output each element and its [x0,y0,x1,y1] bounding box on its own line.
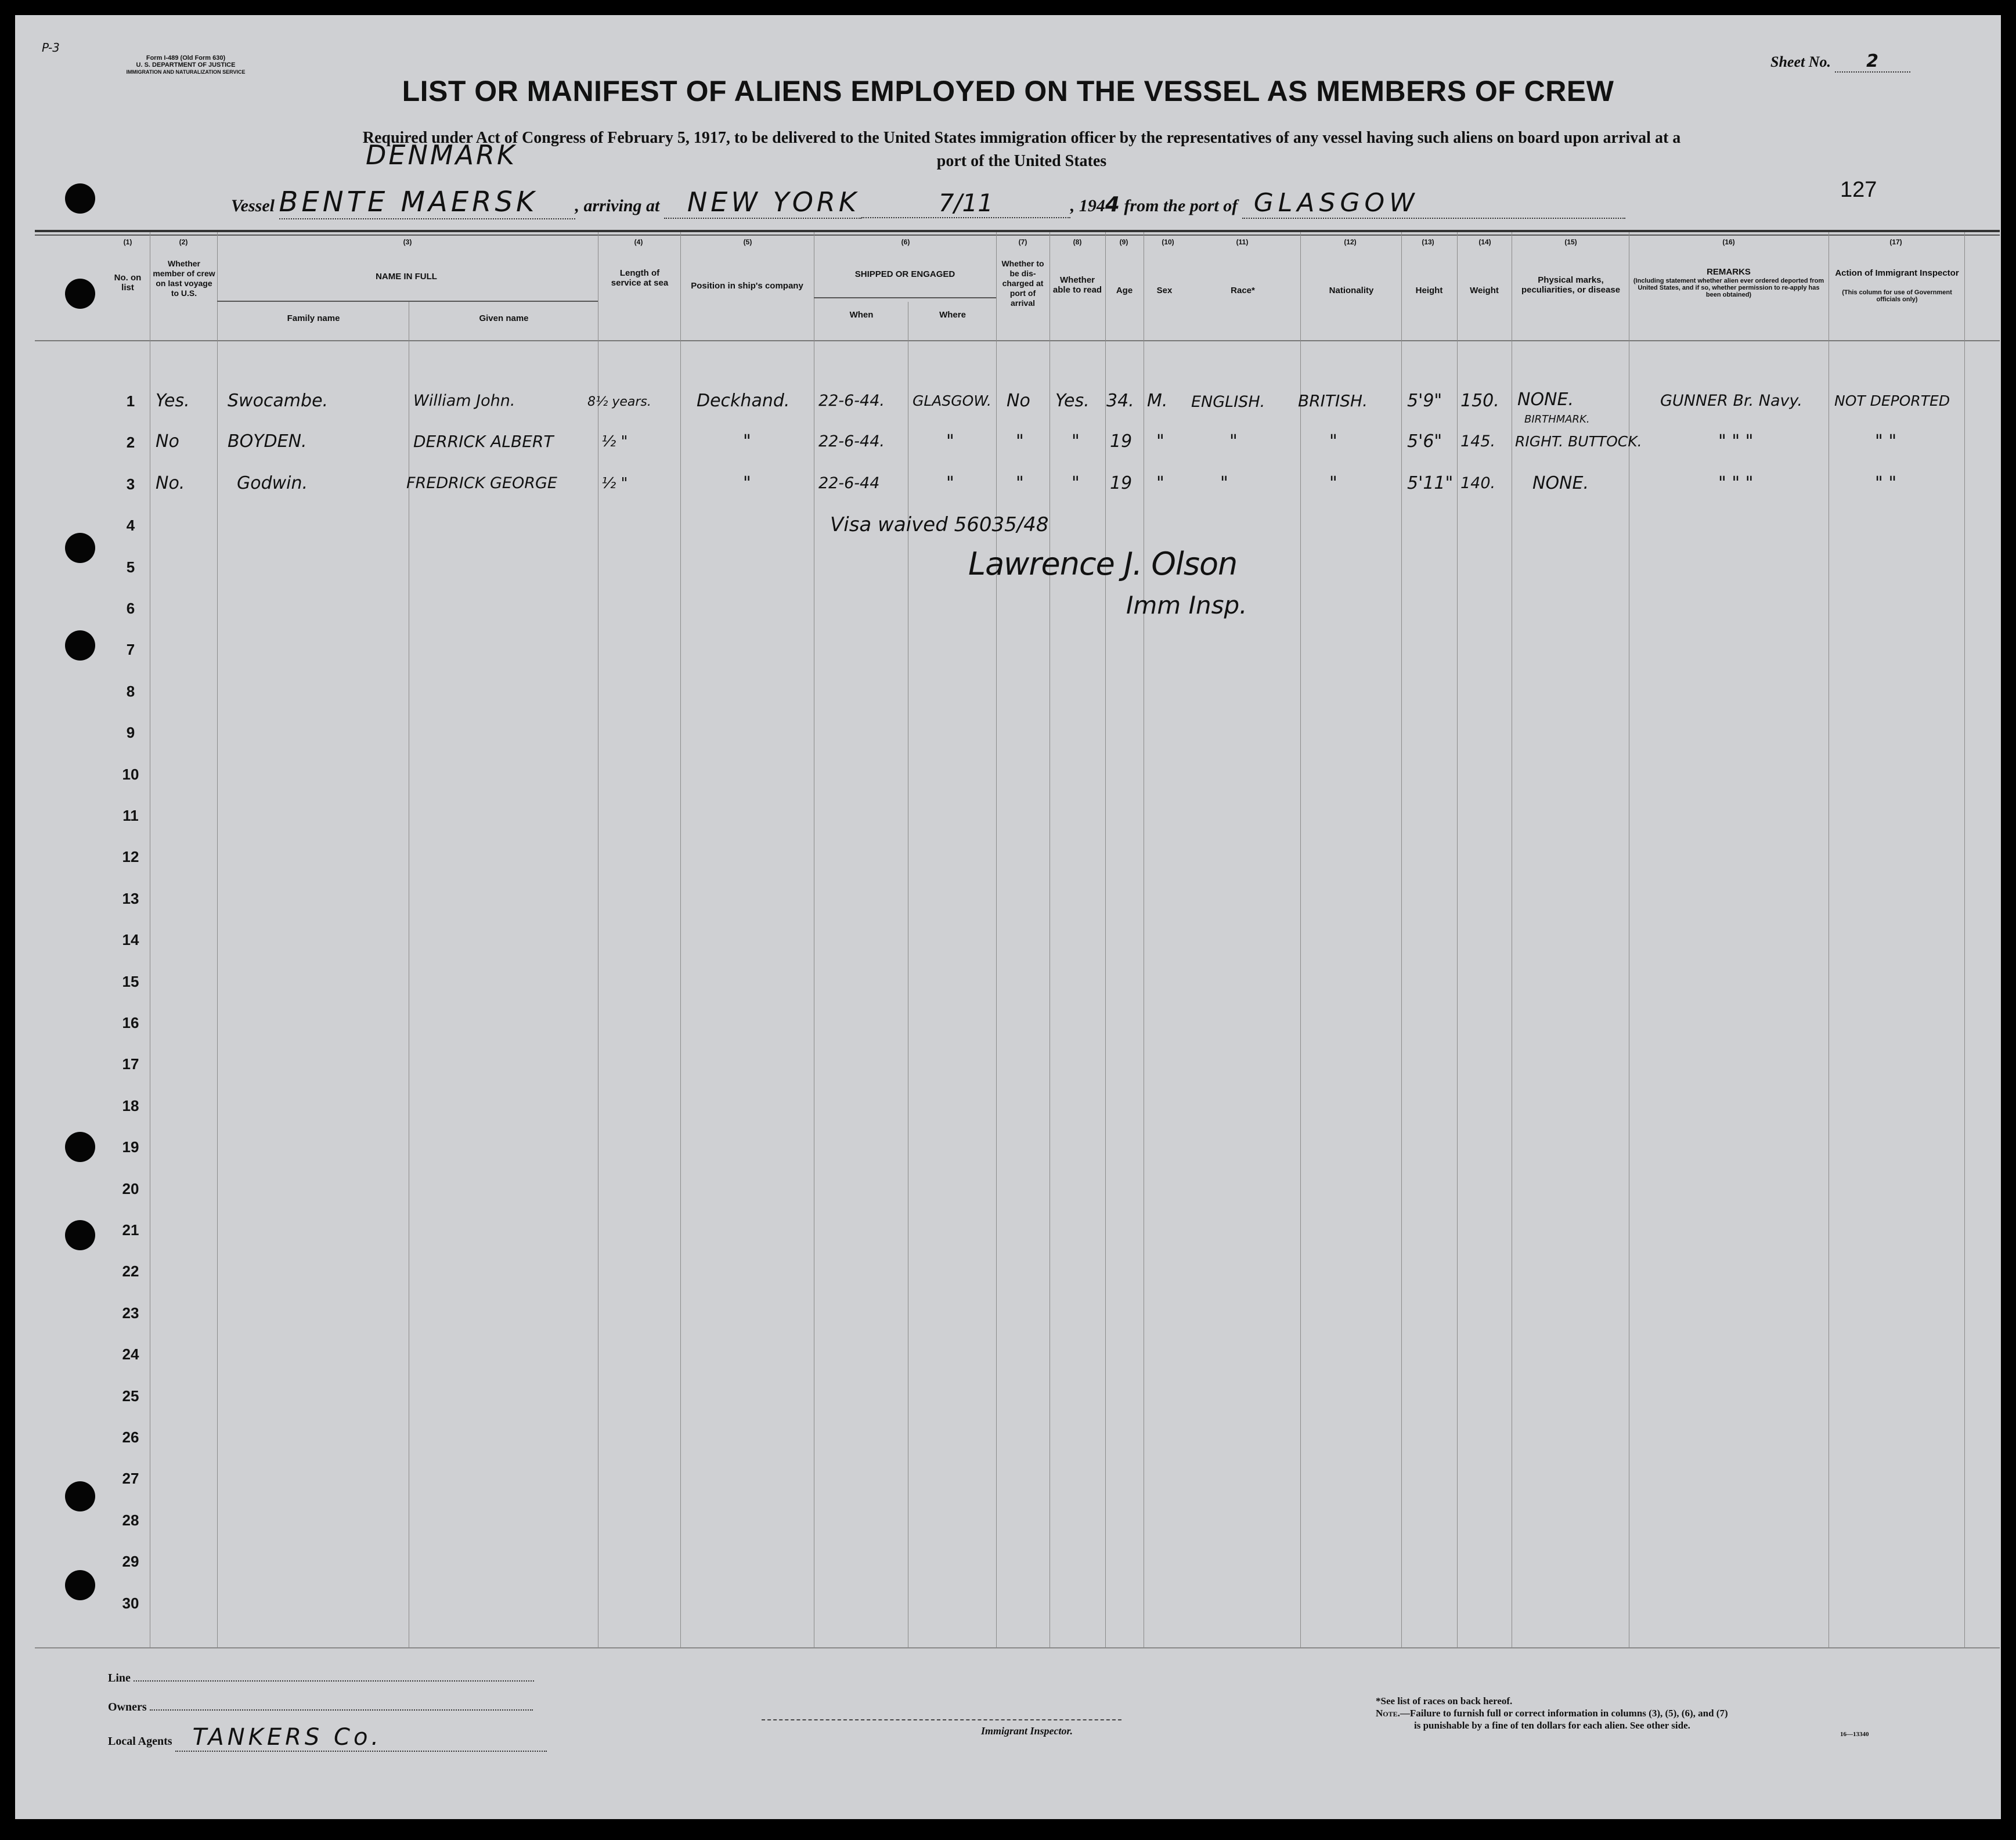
cell-race: " [1220,473,1228,493]
row-number: 6 [126,600,135,617]
agents-label: Local Agents [108,1735,172,1748]
header-nationality: Nationality [1329,286,1374,295]
punch-hole [65,1220,95,1250]
inspector-label: Immigrant Inspector. [981,1725,1073,1737]
row-number: 17 [122,1055,139,1073]
cell-physical: NONE. [1517,389,1574,410]
cell-weight: 150. [1460,391,1499,411]
row-number: 29 [122,1553,139,1571]
cell-weight: 140. [1460,474,1496,492]
row-number: 7 [126,641,135,659]
cell-where: " [946,431,954,452]
column-number: (2) [179,238,188,246]
cell-service: ½ " [601,433,628,450]
cell-nationality: " [1329,473,1337,493]
cell-discharged: " [1016,473,1024,493]
cell-age: 34. [1106,391,1134,411]
year-suffix: 4 [1105,193,1120,217]
from-port: GLASGOW [1242,188,1625,219]
column-divider [1401,232,1402,1648]
header-member-last-voyage: Whether member of crew on last voyage to U.S. [153,259,215,298]
row-number: 22 [122,1262,139,1280]
footer-notes [1376,1695,1728,1731]
column-number: (13) [1422,238,1434,246]
page-number: 127 [1840,178,1877,202]
header-family-name: Family name [287,313,340,323]
cell-action: " " [1875,473,1897,493]
cell-discharged: No [1007,391,1030,411]
row-number: 14 [122,931,139,949]
cell-given-name: DERRICK ALBERT [413,432,554,451]
column-divider [1105,232,1106,1648]
form-id-line: U. S. DEPARTMENT OF JUSTICE [136,62,236,68]
shipped-subrule [814,297,996,298]
cell-member: Yes. [156,391,190,411]
visa-note: Visa waived 56035/48 [830,513,1049,536]
owners-label: Owners [108,1701,147,1713]
subtitle-line: Required under Act of Congress of February 5, 1917, to be delivered to the United States immigration officer by the representatives of any vessel having such aliens on board upon arrival at a [362,129,1681,147]
column-number: (17) [1889,238,1902,246]
cell-when: 22-6-44. [818,432,885,450]
column-number: (12) [1344,238,1357,246]
vessel-name: BENTE MAERSK [279,186,575,219]
name-subrule [217,301,598,302]
column-number: (16) [1722,238,1735,246]
cell-height: 5'6" [1407,431,1442,452]
column-divider [680,232,681,1648]
header-name-in-full: NAME IN FULL [376,272,437,282]
form-id [116,55,255,75]
header-length-of-service: Length of service at sea [611,268,669,288]
column-number: (10) [1162,238,1174,246]
row-number: 2 [126,434,135,452]
cell-able-read: Yes. [1055,391,1090,411]
cell-physical-note: BIRTHMARK. [1524,413,1590,425]
cell-when: 22-6-44. [818,392,885,410]
header-remarks: REMARKS [1707,267,1751,277]
owners-blank [150,1709,533,1711]
row-number: 20 [122,1179,139,1197]
inspector-signature-line [762,1719,1121,1720]
agents-value: TANKERS Co. [175,1724,547,1752]
column-number: (9) [1119,238,1128,246]
column-number: (11) [1236,238,1249,246]
header-weight: Weight [1470,286,1499,295]
note-line [1376,1707,1728,1719]
column-number: (7) [1018,238,1027,246]
header-age: Age [1116,286,1133,295]
punch-hole [65,630,95,661]
row-number: 12 [122,848,139,866]
row-number: 23 [122,1304,139,1322]
corner-mark: P-3 [42,41,60,55]
flag-country: DENMARK [366,139,517,171]
header-bottom-rule [35,340,2000,341]
header-race: Race* [1231,286,1255,295]
cell-service: ½ " [601,475,628,492]
signature-title: Imm Insp. [1126,591,1247,619]
line-label: Line [108,1672,131,1684]
table-top-rule-2 [35,234,2000,236]
cell-position: " [743,473,751,493]
cell-sex: " [1156,473,1164,493]
sheet-no-value: 2 [1835,51,1910,73]
header-physical-marks: Physical marks, peculiarities, or disease [1521,275,1621,295]
cell-weight: 145. [1460,432,1496,450]
cell-when: 22-6-44 [818,474,880,492]
row-number: 21 [122,1221,139,1239]
header-action: Action of Immigrant Inspector [1835,268,1959,278]
note-line-2: is punishable by a fine of ten dollars for each alien. See other side. [1414,1720,1690,1731]
sheet-label: Sheet No. [1770,53,1831,70]
line-blank [134,1680,534,1682]
column-divider [1964,232,1965,1648]
punch-hole [65,279,95,309]
vessel-label: Vessel [231,196,275,215]
column-number: (6) [901,238,910,246]
row-number: 15 [122,972,139,990]
cell-family-name: Swocambe. [228,391,329,411]
column-divider [217,232,218,1648]
cell-able-read: " [1072,473,1080,493]
cell-nationality: BRITISH. [1298,391,1368,410]
row-number: 18 [122,1096,139,1114]
row-number: 26 [122,1428,139,1446]
cell-where: " [946,473,954,493]
row-number: 27 [122,1470,139,1488]
cell-sex: " [1156,431,1164,452]
column-number: (1) [123,238,132,246]
arriving-label: , arriving at [575,196,660,215]
cell-age: 19 [1110,473,1133,493]
row-number: 24 [122,1345,139,1363]
cell-remarks: " " " [1718,431,1754,452]
header-where: Where [939,310,966,320]
header-remarks-note: (Including statement whether alien ever ordered deported from United States, and if so, whether permission to re-apply has been obtained) [1633,277,1824,298]
row-number: 19 [122,1138,139,1156]
cell-action: " " [1875,431,1897,452]
column-number: (15) [1564,238,1577,246]
row-number: 1 [126,392,135,410]
cell-service: 8½ years. [587,395,651,409]
page-title: LIST OR MANIFEST OF ALIENS EMPLOYED ON THE VESSEL AS MEMBERS OF CREW [402,75,1614,107]
header-when: When [849,310,874,320]
cell-physical: RIGHT. BUTTOCK. [1515,433,1642,450]
sheet-number [1770,51,1910,73]
header-sex: Sex [1156,286,1173,295]
cell-height: 5'9" [1407,391,1442,411]
footer-line-field [108,1672,534,1685]
vessel-line [231,186,1625,219]
header-discharged: Whether to be dis-charged at port of arrival [1001,259,1044,308]
column-number: (8) [1073,238,1082,246]
note-label: Note. [1376,1708,1400,1719]
footer-agents-field [108,1724,547,1752]
row-number: 3 [126,475,135,493]
arrival-date: 7/11 [861,189,1070,218]
row-number: 28 [122,1511,139,1529]
cell-action: NOT DEPORTED [1834,392,1950,409]
punch-hole [65,183,95,214]
punch-hole [65,1132,95,1162]
row-number: 25 [122,1387,139,1405]
column-number: (5) [743,238,752,246]
header-position: Position in ship's company [691,281,803,291]
header-action-note: (This column for use of Government officials only) [1842,289,1952,303]
cell-position: Deckhand. [697,391,790,411]
header-shipped-engaged: SHIPPED OR ENGAGED [854,269,955,279]
cell-family-name: Godwin. [237,473,308,493]
inspector-signature: Lawrence J. Olson [968,546,1238,582]
cell-discharged: " [1016,431,1024,452]
row-number: 11 [122,807,139,824]
cell-race: ENGLISH. [1191,393,1265,411]
column-number: (4) [634,238,643,246]
header-given-name: Given name [479,313,529,323]
year-prefix: , 194 [1070,196,1105,215]
row-number: 10 [122,765,139,783]
column-divider [1457,232,1458,1648]
cell-member: No [156,431,179,452]
header-able-to-read: Whether able to read [1052,275,1102,295]
row-number: 9 [126,724,135,742]
cell-given-name: William John. [413,392,515,410]
subtitle-line: port of the United States [936,152,1107,170]
from-label: from the port of [1124,196,1238,215]
note-text: —Failure to furnish full or correct information in columns (3), (5), (6), and (7) [1400,1708,1728,1719]
table-top-rule [35,230,2000,232]
punch-hole [65,533,95,563]
column-divider [996,232,997,1648]
row-number: 4 [126,517,135,535]
row-number: 13 [122,889,139,907]
row-number: 8 [126,682,135,700]
header-height: Height [1415,286,1443,295]
column-number: (3) [403,238,412,246]
form-id-line: IMMIGRATION AND NATURALIZATION SERVICE [126,69,246,75]
cell-height: 5'11" [1407,473,1454,493]
form-id-line: Form I-489 (Old Form 630) [146,55,226,62]
cell-member: No. [156,473,185,493]
cell-given-name: FREDRICK GEORGE [406,474,557,492]
cell-remarks: GUNNER Br. Navy. [1660,392,1802,410]
row-number: 16 [122,1014,139,1031]
cell-race: " [1229,431,1238,452]
cell-family-name: BOYDEN. [228,431,307,452]
cell-sex: M. [1147,391,1168,411]
row-number: 5 [126,558,135,576]
row-number: 30 [122,1594,139,1612]
footer-owners-field [108,1701,533,1714]
cell-able-read: " [1072,431,1080,452]
arrival-port: NEW YORK [664,186,861,219]
races-note: *See list of races on back hereof. [1376,1695,1513,1706]
column-divider [1300,232,1301,1648]
print-code: 16—13340 [1840,1731,1869,1738]
column-number: (14) [1478,238,1491,246]
cell-position: " [743,431,751,452]
cell-where: GLASGOW. [913,392,991,409]
cell-nationality: " [1329,431,1337,452]
table-bottom-rule [35,1647,2000,1648]
cell-physical: NONE. [1532,473,1589,493]
header-no-on-list: No. on list [114,273,142,293]
punch-hole [65,1570,95,1600]
cell-age: 19 [1110,431,1133,452]
punch-hole [65,1481,95,1511]
cell-remarks: " " " [1718,473,1754,493]
